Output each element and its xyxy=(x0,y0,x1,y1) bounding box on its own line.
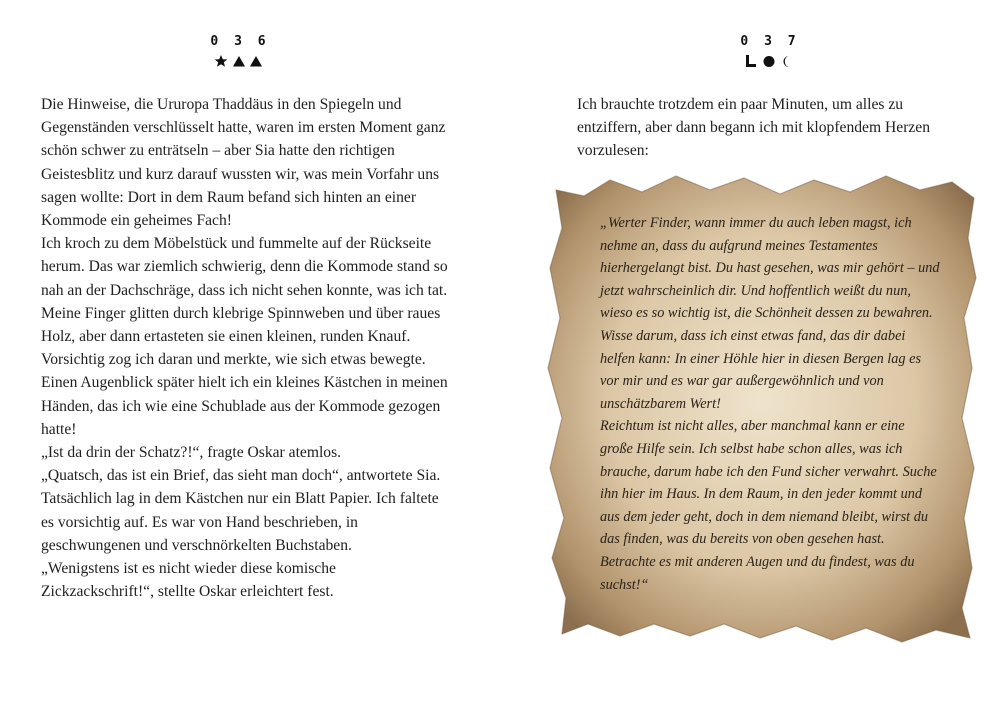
star-icon xyxy=(215,55,228,67)
parchment-letter xyxy=(544,168,981,646)
paragraph: Die Hinweise, die Ururopa Thaddäus in den Spiegeln und Gegenständen verschlüsselt hatte, waren im ersten Moment ganz schön schwer zu enträtseln – aber Sia hatte den richtigen Geistesblitz und kurz darauf wussten wir, was mein Vorfahr uns sagen wollte: Dort in dem Raum befand sich hinten an einer Kommode ein geheimes Fach! xyxy=(41,96,446,230)
page-number: 0 3 7 xyxy=(740,34,800,49)
letter-text xyxy=(600,212,940,596)
paragraph: „Ist da drin der Schatz?!“, fragte Oskar atemlos. xyxy=(41,444,342,462)
page-glyphs xyxy=(214,54,264,68)
letter-paragraph: Reichtum ist nicht alles, aber manchmal kann er eine große Hilfe sein. Ich selbst habe schon alles, was ich brauche, darum habe ich den Fund sicher verwahrt. Suche ihn hier im Haus. In dem Raum, in den jeder kommt und aus dem jeder geht, doch in dem niemand bleibt, wirst du das finden, was du bereits von oben gesehen hast. Betrachte es mit anderen Augen und du findest, was du suchst!“ xyxy=(600,418,937,593)
triangle-icon xyxy=(250,56,262,67)
body-text xyxy=(41,93,451,603)
paragraph: Ich kroch zu dem Möbelstück und fummelte auf der Rückseite herum. Das war ziemlich schwierig, denn die Kommode stand so nah an der Dachschräge, dass ich nicht sehen konnte, was ich tat. xyxy=(41,235,448,299)
page-number: 0 3 6 xyxy=(210,34,270,49)
paragraph: „Wenigstens ist es nicht wieder diese komische Zickzackschrift!“, stellte Oskar erleichtert fest. xyxy=(41,560,336,601)
paragraph: Meine Finger glitten durch klebrige Spinnweben und über raues Holz, aber dann ertasteten sie einen kleinen, runden Knauf. Vorsichtig zog ich daran und merkte, wie sich etwas bewegte. xyxy=(41,304,441,369)
triangle-icon xyxy=(233,56,245,67)
crescent-icon xyxy=(784,56,790,67)
page-glyphs xyxy=(745,54,795,68)
paragraph: Ich brauchte trotzdem ein paar Minuten, um alles zu entziffern, aber dann begann ich mit klopfendem Herzen vorzulesen: xyxy=(577,96,931,160)
circle-icon xyxy=(764,56,775,67)
intro-text xyxy=(577,93,957,163)
paragraph: Tatsächlich lag in dem Kästchen nur ein Blatt Papier. Ich faltete es vorsichtig auf. Es war von Hand beschrieben, in geschwungenen und verschnörkelten Buchstaben. xyxy=(41,490,439,554)
l-shape-icon xyxy=(746,55,756,67)
paragraph: „Quatsch, das ist ein Brief, das sieht man doch“, antwortete Sia. xyxy=(41,467,441,485)
right-page xyxy=(504,0,1008,714)
paragraph: Einen Augenblick später hielt ich ein kleines Kästchen in meinen Händen, das ich wie eine Schublade aus der Kommode gezogen hatte! xyxy=(41,374,448,438)
letter-paragraph: „Werter Finder, wann immer du auch leben magst, ich nehme an, dass du aufgrund meines Testamentes hierhergelangt bist. Du hast gesehen, was mir gehört – und jetzt wahrscheinlich dir. Und hoffentlich weißt du nun, wieso es so wichtig ist, die Schönheit dessen zu bewahren. Wisse darum, dass ich einst etwas fand, das dir dabei helfen kann: In einer Höhle hier in diesen Bergen lag es vor mir und es war gar außergewöhnlich und von unschätzbarem Wert! xyxy=(600,215,940,412)
